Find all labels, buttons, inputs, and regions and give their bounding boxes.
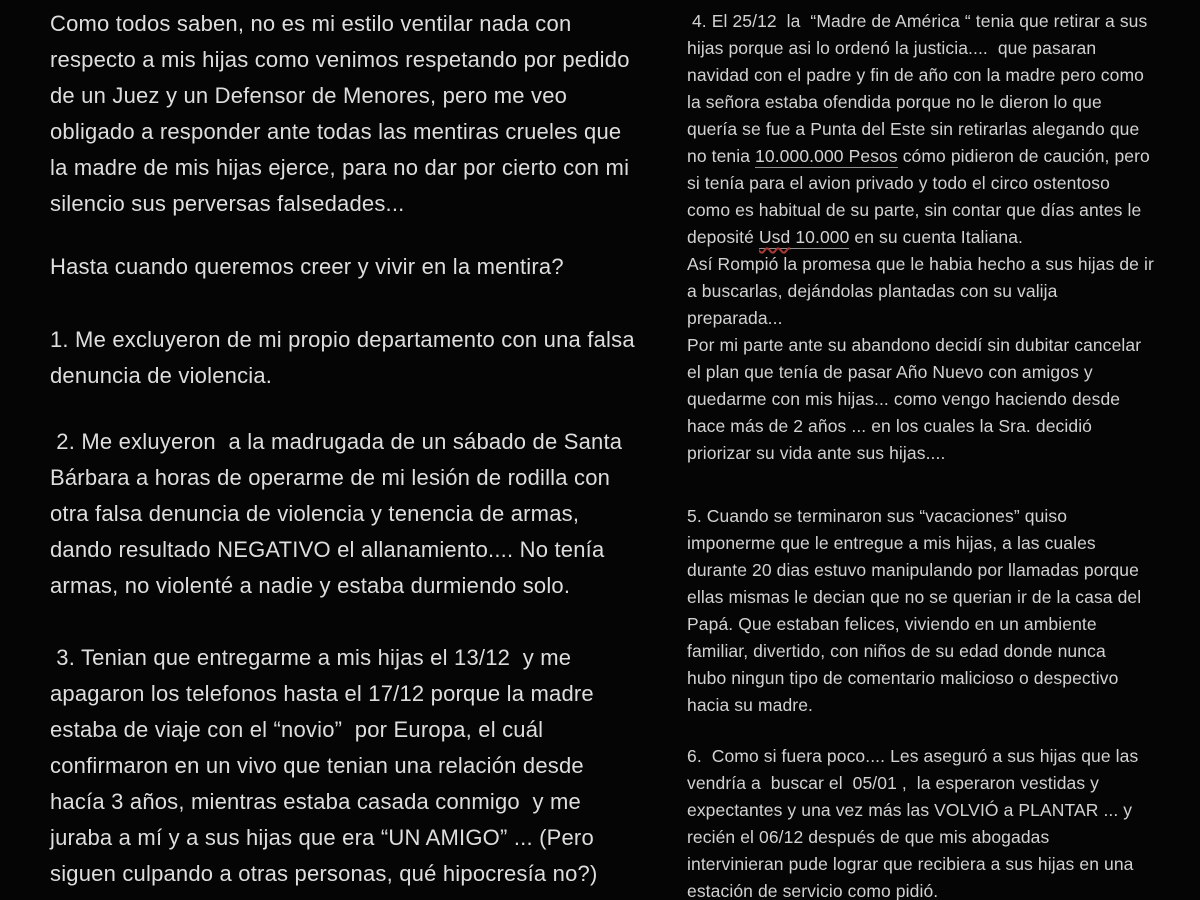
text-segment: 2. Me exluyeron a la madrugada de un sábado de Santa [50, 429, 623, 454]
text-segment: imponerme que le entregue a mis hijas, a las cuales [687, 533, 1096, 553]
text-segment: expectantes y una vez más las VOLVIÓ a PLANTAR ... y [687, 800, 1133, 820]
paragraph [50, 640, 665, 892]
underlined-text: 10.000 [790, 227, 850, 247]
text-segment: respecto a mis hijas como venimos respetando por pedido [50, 47, 630, 72]
text-segment: Papá. Que estaban felices, viviendo en un ambiente [687, 614, 1097, 634]
text-segment: no tenia [687, 146, 756, 166]
text-line [50, 249, 665, 285]
text-line [50, 322, 665, 358]
text-segment: otra falsa denuncia de violencia y tenencia de armas, [50, 501, 580, 526]
text-segment: el plan que tenía de pasar Año Nuevo con amigos y [687, 362, 1093, 382]
right-text-column [687, 0, 1165, 900]
text-segment: 1. Me excluyeron de mi propio departamento con una falsa [50, 327, 635, 352]
text-line [50, 568, 665, 604]
text-segment: quería se fue a Punta del Este sin retirarlas alegando que [687, 119, 1140, 139]
underlined-text: 10.000.000 Pesos [755, 146, 898, 166]
left-text-column [50, 0, 665, 892]
text-segment: preparada... [687, 308, 783, 328]
text-segment: Como todos saben, no es mi estilo ventilar nada con [50, 11, 572, 36]
text-line [687, 584, 1165, 611]
text-line [687, 692, 1165, 719]
text-segment: de un Juez y un Defensor de Menores, pero me veo [50, 83, 568, 108]
text-line [687, 224, 1165, 251]
text-line [687, 824, 1165, 851]
text-line [50, 150, 665, 186]
text-segment: Bárbara a horas de operarme de mi lesión de rodilla con [50, 465, 611, 490]
text-line [50, 424, 665, 460]
text-line [687, 797, 1165, 824]
text-segment: cómo pidieron de caución, pero [897, 146, 1150, 166]
text-line [50, 358, 665, 394]
text-segment: hace más de 2 años ... en los cuales la Sra. decidió [687, 416, 1093, 436]
text-line [50, 640, 665, 676]
text-segment: la señora estaba ofendida porque no le dieron lo que [687, 92, 1102, 112]
paragraph [687, 8, 1165, 467]
text-line [50, 42, 665, 78]
text-line [687, 530, 1165, 557]
text-line [687, 89, 1165, 116]
text-line [687, 743, 1165, 770]
text-line [687, 332, 1165, 359]
paragraph [50, 424, 665, 604]
text-segment: si tenía para el avion privado y todo el circo ostentoso [687, 173, 1110, 193]
text-segment: navidad con el padre y fin de año con la madre pero como [687, 65, 1144, 85]
text-segment: hacía 3 años, mientras estaba casada conmigo y me [50, 789, 581, 814]
text-line [687, 665, 1165, 692]
text-line [687, 557, 1165, 584]
text-segment: ellas mismas le decian que no se querian ir de la casa del [687, 587, 1142, 607]
text-segment: hacia su madre. [687, 695, 814, 715]
text-segment: estación de servicio como pidió. [687, 881, 939, 900]
text-line [50, 114, 665, 150]
text-line [50, 460, 665, 496]
text-segment: apagaron los telefonos hasta el 17/12 porque la madre [50, 681, 594, 706]
paragraph [50, 249, 665, 285]
text-segment: 5. Cuando se terminaron sus “vacaciones” quiso [687, 506, 1068, 526]
text-line [687, 878, 1165, 900]
paragraph [50, 6, 665, 222]
text-line [687, 62, 1165, 89]
text-segment: estaba de viaje con el “novio” por Europa, el cuál [50, 717, 544, 742]
text-segment: Por mi parte ante su abandono decidí sin dubitar cancelar [687, 335, 1142, 355]
text-line [687, 440, 1165, 467]
text-segment: a buscarlas, dejándolas plantadas con su valija [687, 281, 1058, 301]
text-segment: armas, no violenté a nadie y estaba durmiendo solo. [50, 573, 571, 598]
text-segment: dando resultado NEGATIVO el allanamiento.... No tenía [50, 537, 605, 562]
misspelled-underlined-word: Usd [758, 227, 791, 247]
text-segment: siguen culpando a otras personas, qué hipocresía no?) [50, 861, 598, 886]
text-line [687, 770, 1165, 797]
text-segment: hijas porque asi lo ordenó la justicia.... que pasaran [687, 38, 1097, 58]
text-segment: recién el 06/12 después de que mis abogadas [687, 827, 1050, 847]
text-line [687, 251, 1165, 278]
text-segment: como es habitual de su parte, sin contar que días antes le [687, 200, 1142, 220]
text-segment: 3. Tenian que entregarme a mis hijas el 13/12 y me [50, 645, 572, 670]
text-segment: denuncia de violencia. [50, 363, 273, 388]
text-line [687, 170, 1165, 197]
text-line [50, 6, 665, 42]
text-line [687, 197, 1165, 224]
text-segment: juraba a mí y a sus hijas que era “UN AMIGO” ... (Pero [50, 825, 594, 850]
paragraph [687, 503, 1165, 719]
text-line [50, 856, 665, 892]
text-segment: deposité [687, 227, 759, 247]
text-line [687, 359, 1165, 386]
text-line [687, 413, 1165, 440]
text-segment: hubo ningun tipo de comentario malicioso o despectivo [687, 668, 1119, 688]
text-segment: obligado a responder ante todas las mentiras crueles que [50, 119, 622, 144]
text-line [687, 278, 1165, 305]
text-segment: intervinieran pude lograr que recibiera a sus hijas en una [687, 854, 1134, 874]
text-segment: priorizar su vida ante sus hijas.... [687, 443, 946, 463]
text-segment: la madre de mis hijas ejerce, para no dar por cierto con mi [50, 155, 630, 180]
text-line [687, 305, 1165, 332]
text-segment: familiar, divertido, con niños de su edad donde nunca [687, 641, 1106, 661]
text-line [687, 638, 1165, 665]
text-segment: Así Rompió la promesa que le habia hecho a sus hijas de ir [687, 254, 1154, 274]
text-segment: silencio sus perversas falsedades... [50, 191, 405, 216]
text-line [50, 532, 665, 568]
text-line [50, 496, 665, 532]
text-line [687, 8, 1165, 35]
text-line [687, 503, 1165, 530]
text-line [687, 611, 1165, 638]
paragraph [50, 322, 665, 394]
text-line [50, 820, 665, 856]
text-segment: en su cuenta Italiana. [849, 227, 1023, 247]
text-line [50, 712, 665, 748]
text-line [50, 748, 665, 784]
text-line [687, 143, 1165, 170]
text-line [687, 386, 1165, 413]
text-segment: confirmaron en un vivo que tenian una relación desde [50, 753, 584, 778]
text-line [50, 78, 665, 114]
text-segment: Hasta cuando queremos creer y vivir en la mentira? [50, 254, 564, 279]
text-segment: vendría a buscar el 05/01 , la esperaron vestidas y [687, 773, 1100, 793]
text-line [687, 35, 1165, 62]
text-segment: 4. El 25/12 la “Madre de América “ tenia que retirar a sus [687, 11, 1148, 31]
text-line [687, 116, 1165, 143]
text-segment: 6. Como si fuera poco.... Les aseguró a sus hijas que las [687, 746, 1139, 766]
text-line [50, 186, 665, 222]
text-segment: durante 20 dias estuvo manipulando por llamadas porque [687, 560, 1139, 580]
text-line [50, 784, 665, 820]
paragraph [687, 743, 1165, 900]
text-segment: quedarme con mis hijas... como vengo haciendo desde [687, 389, 1121, 409]
text-line [687, 851, 1165, 878]
text-line [50, 676, 665, 712]
